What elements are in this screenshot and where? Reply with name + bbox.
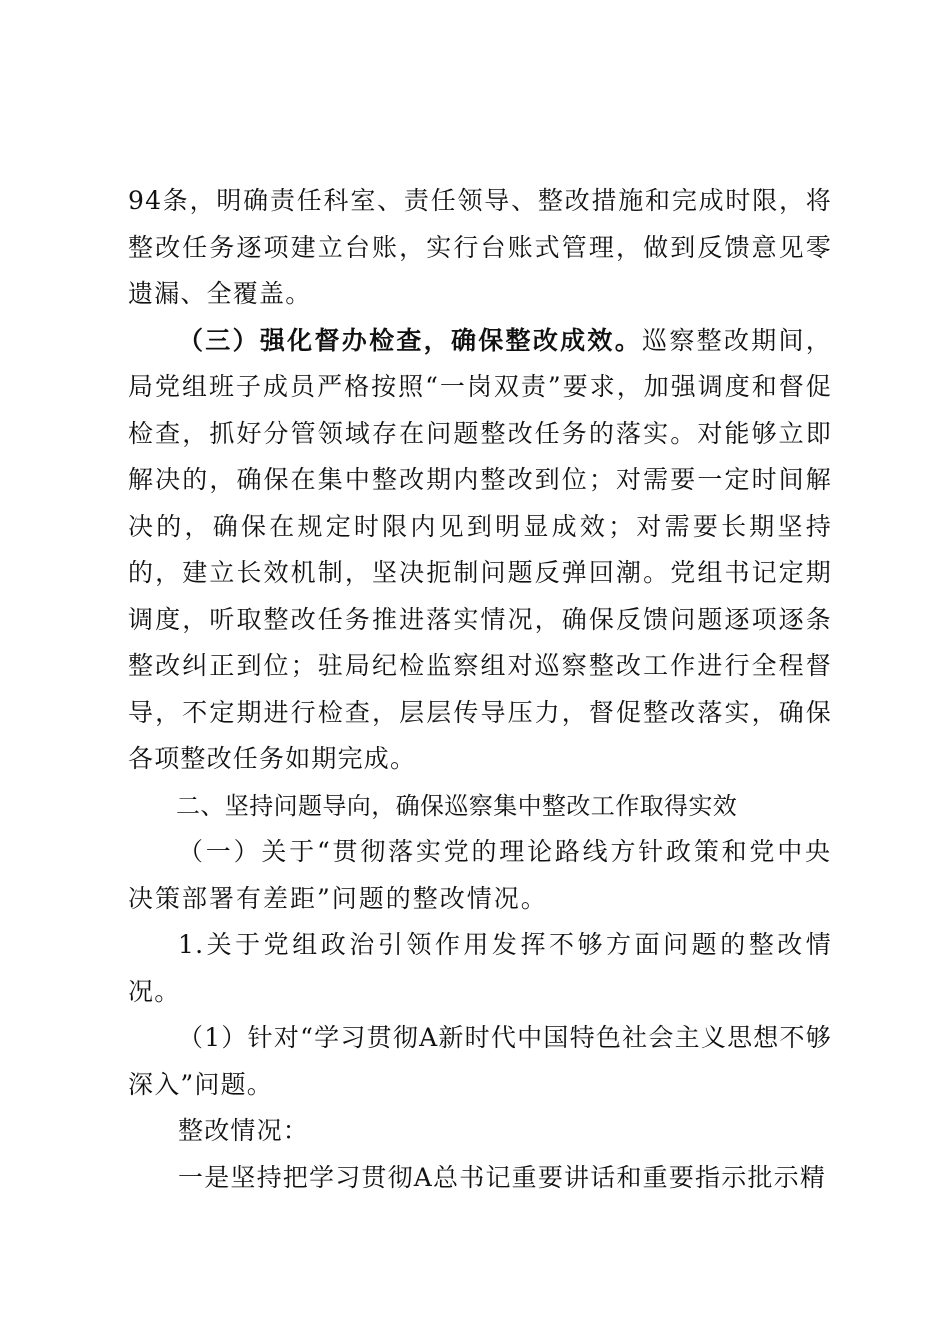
paragraph-task-ledger: 94条，明确责任科室、责任领导、整改措施和完成时限，将整改任务逐项建立台账，实行台账式管理，做到反馈意见零遗漏、全覆盖。 bbox=[128, 186, 832, 308]
paragraph-first-measure: 一是坚持把学习贯彻A总书记重要讲话和重要指示批示精 bbox=[178, 1162, 827, 1192]
item-heading-1-1: （1）针对“学习贯彻A新时代中国特色社会主义思想不够深入”问题。 bbox=[128, 1023, 832, 1099]
paragraph-supervision-lead: （三）强化督办检查，确保整改成效。 bbox=[178, 325, 643, 355]
paragraph-supervision bbox=[128, 318, 832, 783]
paragraph-supervision-body: 巡察整改期间，局党组班子成员严格按照“一岗双责”要求，加强调度和督促检查，抓好分管领域存在问题整改任务的落实。对能够立即解决的，确保在集中整改期内整改到位；对需要一定时间解决的，确保在规定时限内见到明显成效；对需要长期坚持的，建立长效机制，坚决扼制问题反弹回潮。党组书记定期调度，听取整改任务推进落实情况，确保反馈问题逐项逐条整改纠正到位；驻局纪检监察组对巡察整改工作进行全程督导，不定期进行检查，层层传导压力，督促整改落实，确保各项整改任务如期完成。 bbox=[128, 325, 833, 773]
rectification-status-label: 整改情况： bbox=[178, 1116, 310, 1145]
section-heading-two: 二、坚持问题导向，确保巡察集中整改工作取得实效 bbox=[176, 791, 738, 820]
document-body bbox=[128, 178, 832, 1201]
item-heading-1: 1.关于党组政治引领作用发挥不够方面问题的整改情况。 bbox=[128, 930, 832, 1006]
subsection-heading-one: （一）关于“贯彻落实党的理论路线方针政策和党中央决策部署有差距”问题的整改情况。 bbox=[128, 837, 832, 913]
